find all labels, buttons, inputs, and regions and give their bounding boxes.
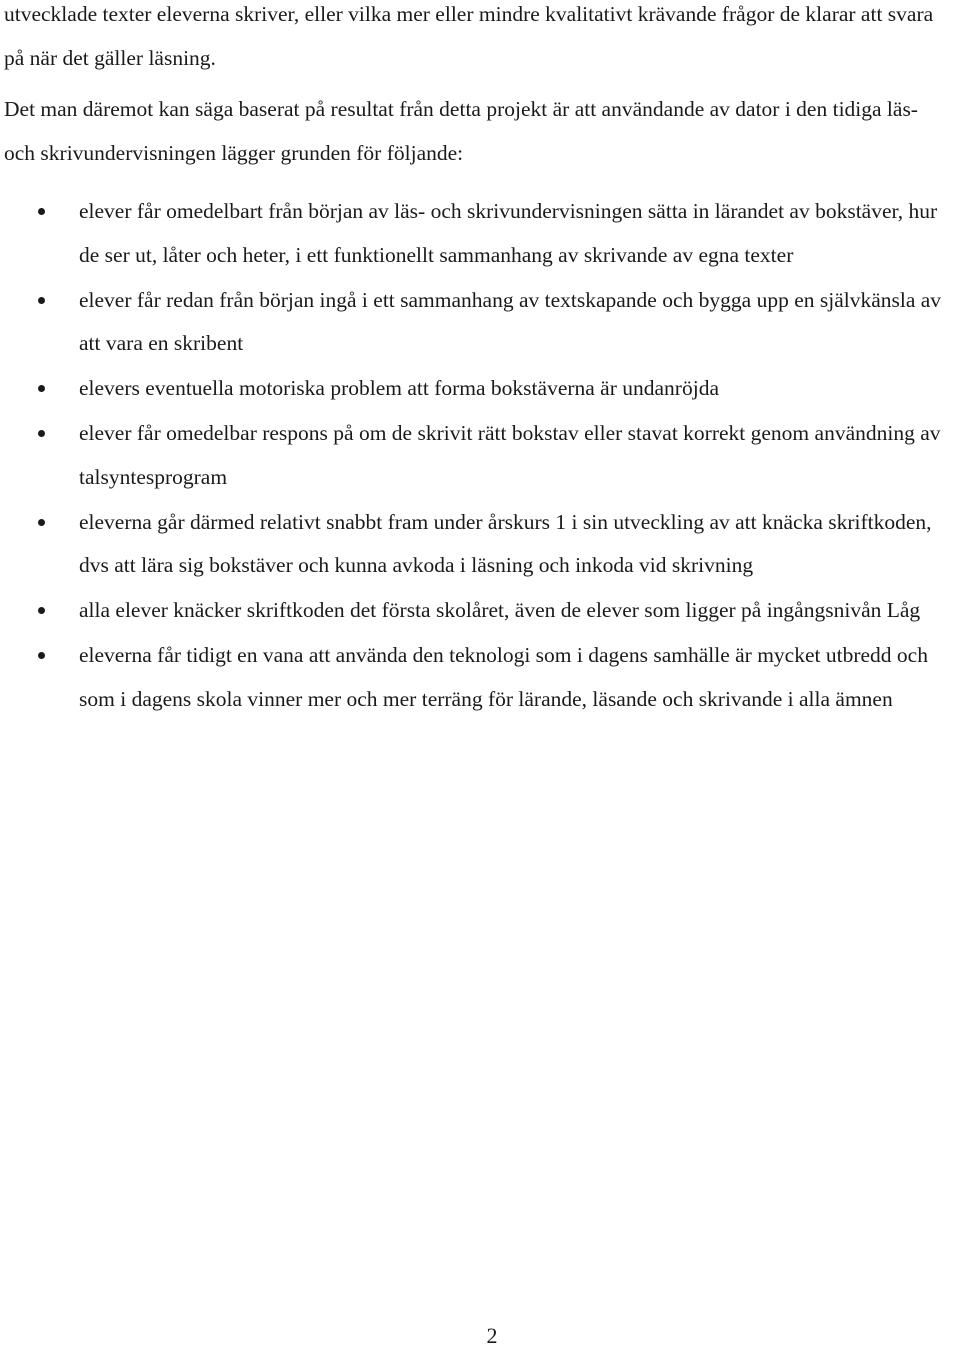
- bullet-icon: [38, 607, 45, 614]
- list-item: [0, 367, 945, 411]
- list-item: [0, 190, 945, 277]
- list-item-text: elever får redan från början ingå i ett sammanhang av textskapande och bygga upp en självkänsla av att vara en skribent: [79, 287, 942, 355]
- page-number: 2: [486, 1323, 498, 1348]
- intro-paragraph: utvecklade texter eleverna skriver, eller vilka mer eller mindre kvalitativt krävande frågor de klarar att svara på när det gäller läsning.: [4, 2, 934, 70]
- bullet-icon: [38, 385, 45, 392]
- bullet-list: [0, 190, 960, 723]
- list-item-text: elever får omedelbart från början av läs- och skrivundervisningen sätta in lärandet av bokstäver, hur de ser ut, låter och heter, i ett funktionellt sammanhang av skrivande av egna texter: [79, 199, 938, 267]
- list-item-text: elever får omedelbar respons på om de skrivit rätt bokstav eller stavat korrekt genom användning av talsyntesprogram: [79, 421, 941, 489]
- main-paragraph: Det man däremot kan säga baserat på resultat från detta projekt är att användande av dator i den tidiga läs- och skrivundervisningen lägger grunden för följande:: [4, 97, 918, 165]
- bullet-icon: [38, 297, 45, 304]
- bullet-icon: [38, 208, 45, 215]
- list-item: [0, 412, 945, 499]
- list-item-text: eleverna går därmed relativt snabbt fram under årskurs 1 i sin utveckling av att knäcka skriftkoden, dvs att lära sig bokstäver och kunna avkoda i läsning och inkoda vid skrivning: [79, 509, 932, 577]
- list-item: [0, 501, 945, 588]
- bullet-icon: [38, 652, 45, 659]
- list-item-text: alla elever knäcker skriftkoden det första skolåret, även de elever som ligger på ingångsnivån Låg: [79, 598, 921, 622]
- list-item: [0, 634, 945, 721]
- list-item-text: elevers eventuella motoriska problem att forma bokstäverna är undanröjda: [79, 376, 719, 400]
- list-item: [0, 279, 945, 366]
- list-item: [0, 589, 945, 633]
- list-item-text: eleverna får tidigt en vana att använda den teknologi som i dagens samhälle är mycket utbredd och som i dagens skola vinner mer och mer terräng för lärande, läsande och skrivande i alla ämnen: [79, 643, 928, 711]
- bullet-icon: [38, 519, 45, 526]
- bullet-icon: [38, 430, 45, 437]
